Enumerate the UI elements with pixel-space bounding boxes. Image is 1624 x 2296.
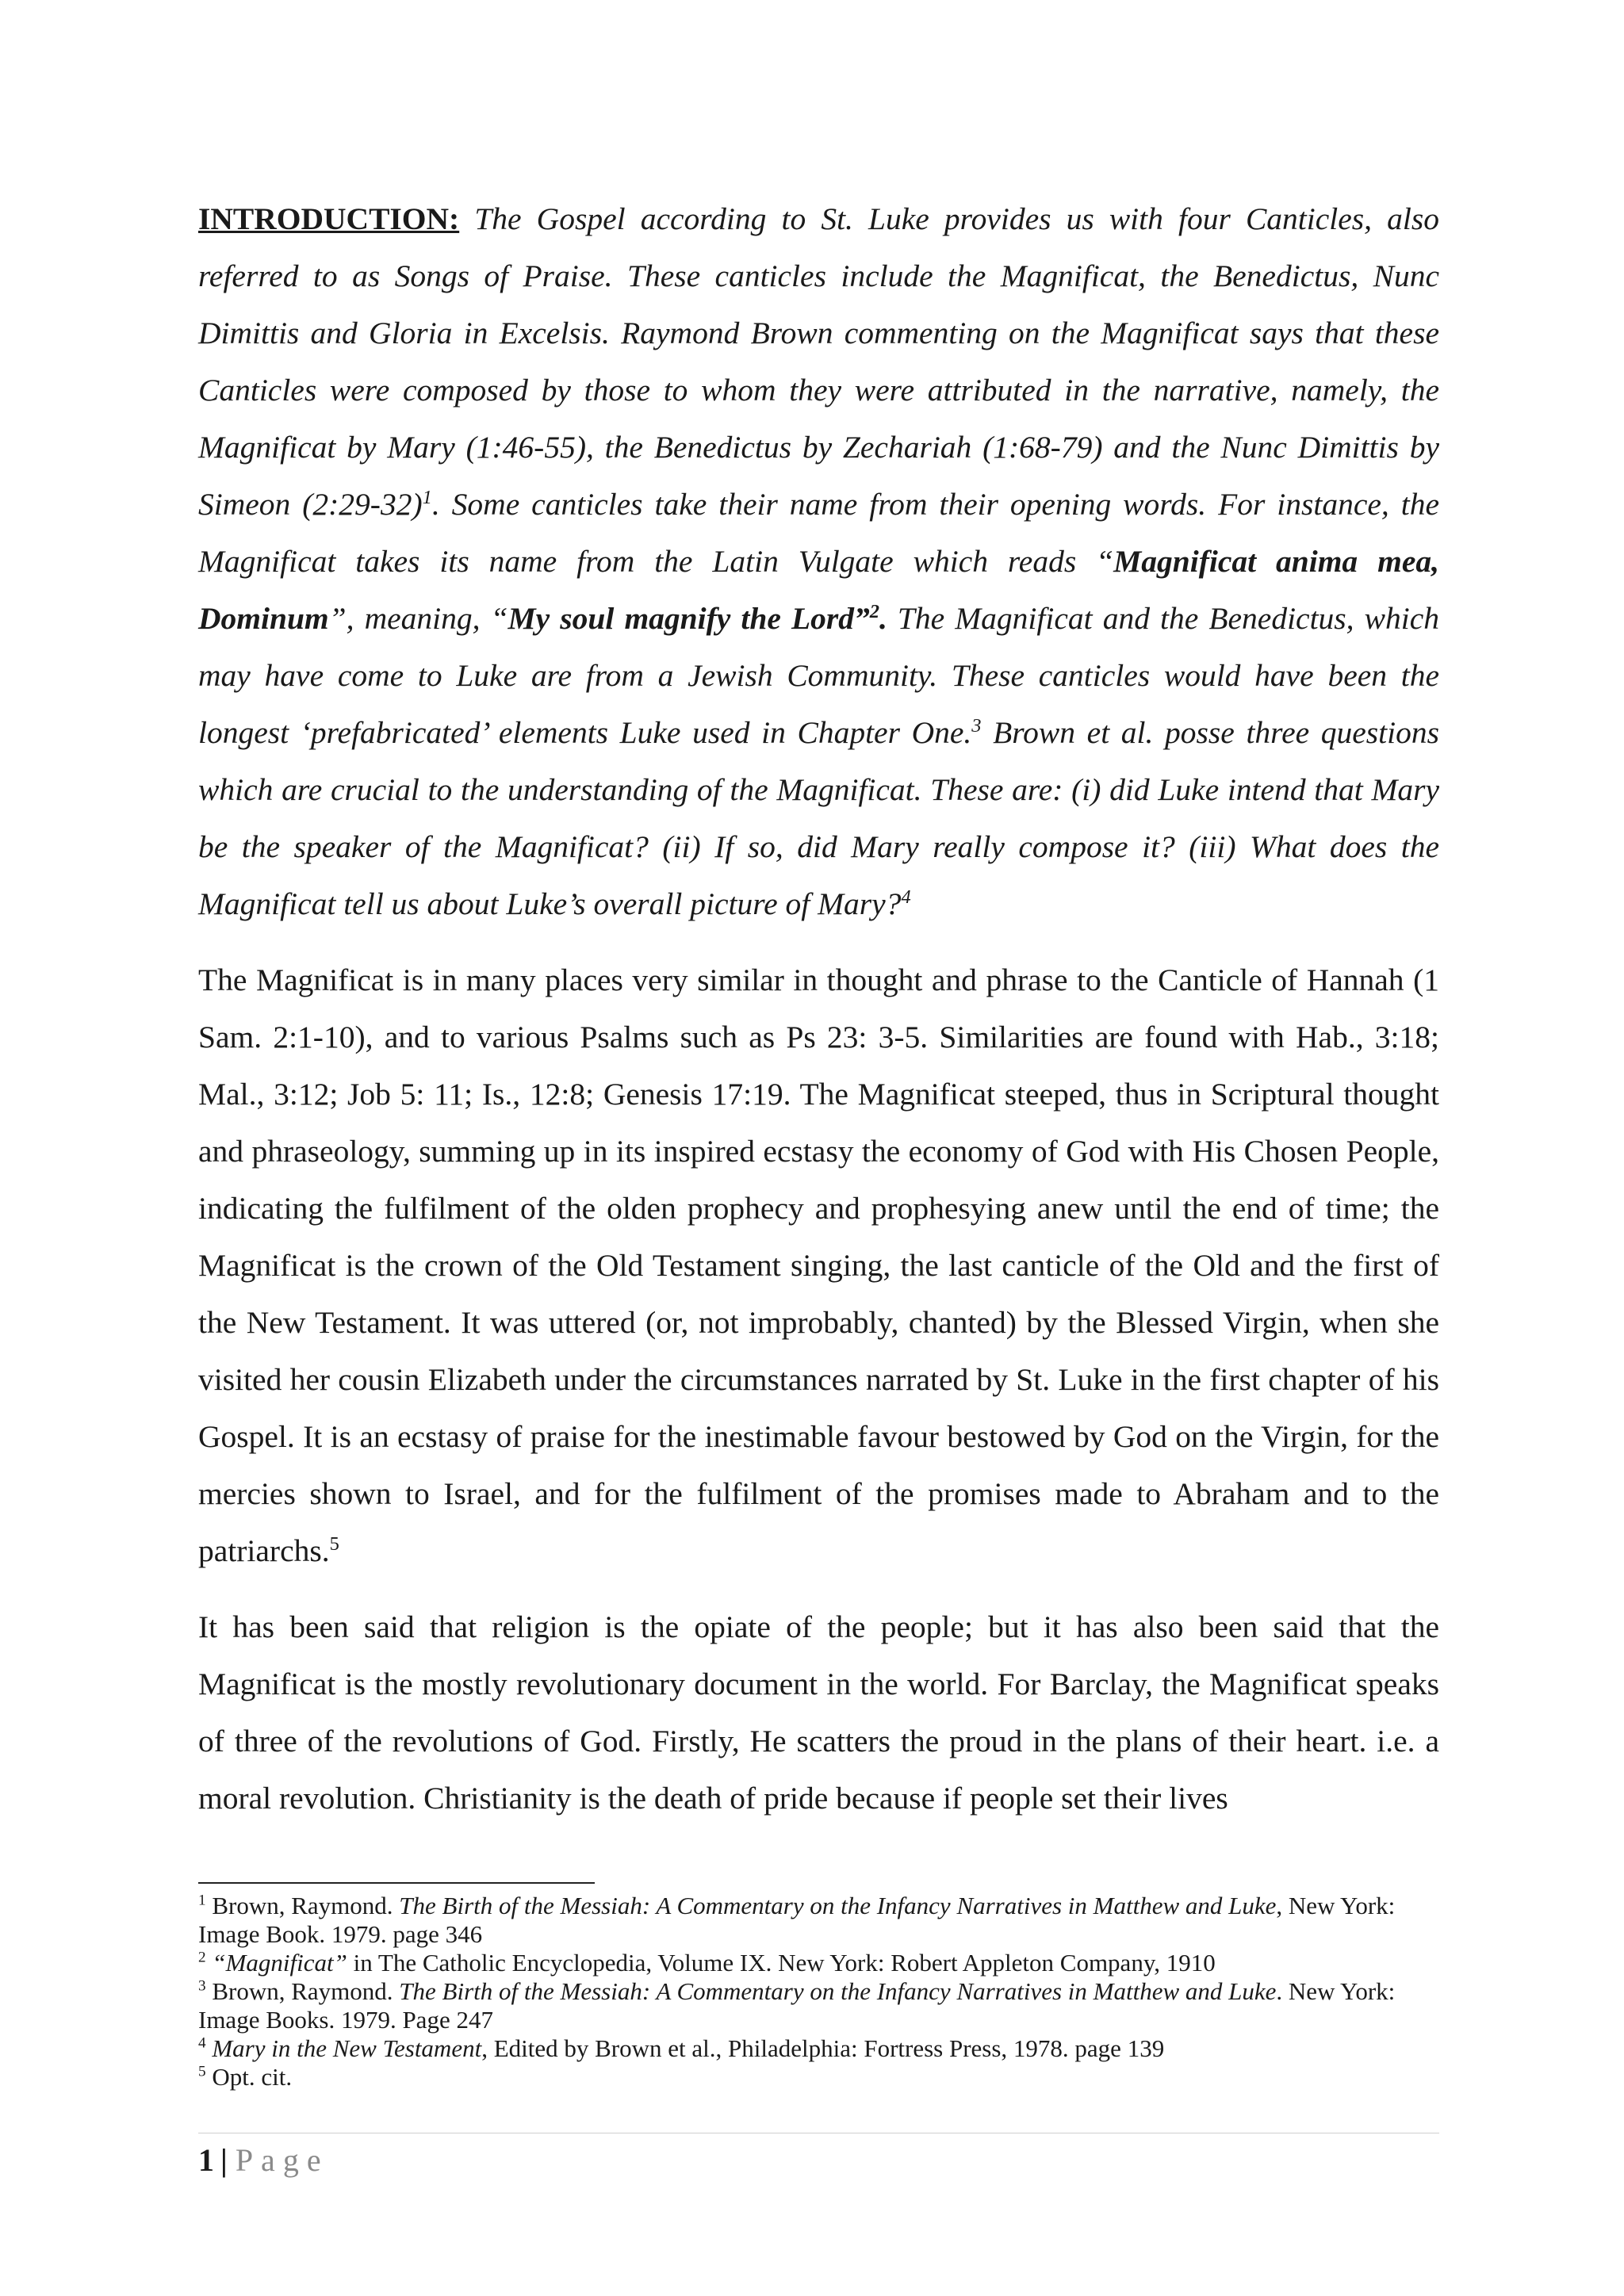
footnote-ref-2[interactable]: 2 — [869, 600, 879, 622]
body-text — [198, 190, 1439, 1846]
latin-quote: Magnificat anima mea, Dominum — [198, 544, 1439, 636]
footnote-separator — [198, 1882, 595, 1884]
page-label: Page — [235, 2142, 329, 2178]
footnote-ref-4[interactable]: 4 — [901, 886, 911, 908]
footnote-5: $^5$ Opt. cit. — [198, 2063, 293, 2091]
footnote-ref-3[interactable]: 3 — [971, 714, 982, 737]
footnote-3: $^3$ Brown, Raymond. The Birth of the Messiah: A Commentary on the Infancy Narratives in Matthew and Luke. New York: Image Books. 1979. Page 247 — [198, 1977, 1396, 2034]
page-number: 1 — [198, 2142, 214, 2178]
hannah-paragraph: The Magnificat is in many places very similar in thought and phrase to the Canticle of Hannah (1 Sam. 2:1-10), and to various Psalms such as Ps 23: 3-5. Similarities are found with Hab., 3:18; Mal., 3:12; Job 5: 11; Is., 12:8; Genesis 17:19. The Magnificat steeped, thus in Scriptural thought and phraseology, summing up in its inspired ecstasy the economy of God with His Chosen People, indicating the fulfilment of the olden prophecy and prophesying anew until the end of time; the Magnificat is the crown of the Old Testament singing, the last canticle of the Old and the first of the New Testament. It was uttered (or, not improbably, chanted) by the Blessed Virgin, when she visited her cousin Elizabeth under the circumstances narrated by St. Luke in the first chapter of his Gospel. It is an ecstasy of praise for the inestimable favour bestowed by God on the Virgin, for the mercies shown to Israel, and for the fulfilment of the promises made to Abraham and to the patriarchs.$^5$ — [198, 962, 1439, 1568]
footnote-ref-5[interactable]: 5 — [329, 1533, 339, 1555]
intro-heading: INTRODUCTION: — [198, 201, 460, 236]
footnotes — [198, 1892, 1439, 2091]
translation-quote: My soul magnify the Lord — [508, 601, 854, 636]
footnote-4: $^4$ Mary in the New Testament, Edited by Brown et al., Philadelphia: Fortress Press, 1978. page 139 — [198, 2034, 1165, 2062]
revolution-paragraph: It has been said that religion is the opiate of the people; but it has also been said that the Magnificat is the mostly revolutionary document in the world. For Barclay, the Magnificat speaks of three of the revolutions of God. Firstly, He scatters the proud in the plans of their heart. i.e. a moral revolution. Christianity is the death of pride because if people set their lives — [198, 1609, 1439, 1816]
page-separator: | — [220, 2142, 228, 2178]
footnote-2: $^2$ “Magnificat” in The Catholic Encyclopedia, Volume IX. New York: Robert Appleton Company, 1910 — [198, 1949, 1216, 1976]
footnote-ref-1[interactable]: 1 — [422, 486, 432, 508]
intro-paragraph — [198, 190, 1439, 932]
footnote-1: $^1$ Brown, Raymond. The Birth of the Messiah: A Commentary on the Infancy Narratives in Matthew and Luke, New York: Image Book. 1979. page 346 — [198, 1892, 1396, 1948]
intro-text: The Gospel according to St. Luke provides us with four Canticles, also referred to as Songs of Praise. These canticles include the Magnificat, the Benedictus, Nunc Dimittis and Gloria in Excelsis. Raymond Brown commenting on the Magnificat says that these Canticles were composed by those to whom they were attributed in the narrative, namely, the Magnificat by Mary (1:46-55), the Benedictus by Zechariah (1:68-79) and the Nunc Dimittis by Simeon (2:29-32)$^1$. Some canticles take their name from their opening words. For instance, the Magnificat takes its name from the Latin Vulgate which reads “Magnificat anima mea, Dominum”, meaning, “My soul magnify the Lord”$^2$. The Magnificat and the Benedictus, which may have come to Luke are from a Jewish Community. These canticles would have been the longest ‘prefabricated’ elements Luke used in Chapter One.$^3$ Brown et al. posse three questions which are crucial to the understanding of the Magnificat. These are: (i) did Luke intend that Mary be the speaker of the Magnificat? (ii) If so, did Mary really compose it? (iii) What does the Magnificat tell us about Luke’s overall picture of Mary?$^4$ — [198, 201, 1440, 921]
page-footer — [198, 2141, 329, 2180]
